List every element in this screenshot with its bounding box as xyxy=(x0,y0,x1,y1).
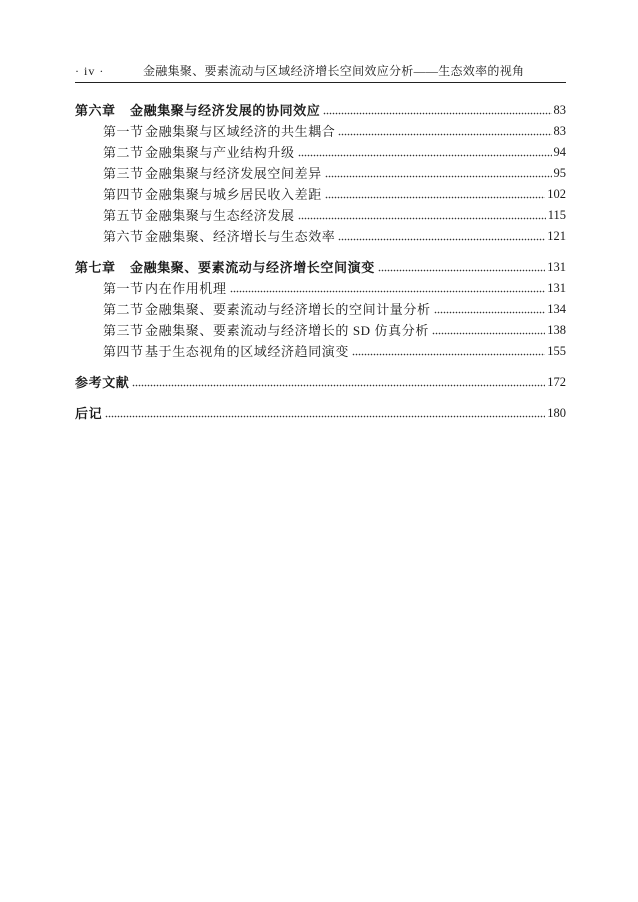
toc-section-row xyxy=(75,299,566,320)
dot-leader xyxy=(230,278,546,299)
section-label: 第三节 xyxy=(103,323,144,338)
dot-leader xyxy=(298,142,552,163)
section-label: 第三节 xyxy=(103,166,144,181)
section-label: 第六节 xyxy=(103,229,144,244)
section-label: 第四节 xyxy=(103,344,144,359)
page-number: 83 xyxy=(553,124,566,138)
section-label: 第五节 xyxy=(103,208,144,223)
toc-section-row xyxy=(75,163,566,184)
page-number: 131 xyxy=(547,281,566,295)
toc-section-row xyxy=(75,278,566,299)
toc-chapter-group xyxy=(75,257,566,362)
toc-section-row xyxy=(75,142,566,163)
dot-leader xyxy=(325,163,552,184)
page-number: 131 xyxy=(547,260,566,274)
section-title: 金融集聚与经济发展空间差异 xyxy=(145,166,322,181)
chapter-label: 第七章 xyxy=(75,260,116,275)
chapter-title: 金融集聚、要素流动与经济增长空间演变 xyxy=(130,260,375,275)
page-number: 172 xyxy=(547,375,566,389)
dot-leader xyxy=(378,257,545,278)
page-number: 155 xyxy=(547,344,566,358)
toc-section-row xyxy=(75,341,566,362)
page-number: 138 xyxy=(547,323,566,337)
running-header xyxy=(75,62,566,83)
section-title: 内在作用机理 xyxy=(145,281,227,296)
table-of-contents xyxy=(75,100,566,424)
references-title: 参考文献 xyxy=(75,375,130,390)
dot-leader xyxy=(338,226,545,247)
toc-references-row xyxy=(75,372,566,393)
toc-chapter-row xyxy=(75,257,566,278)
section-title: 金融集聚、要素流动与经济增长的 SD 仿真分析 xyxy=(145,323,429,338)
page-number: 102 xyxy=(547,187,566,201)
dot-leader xyxy=(432,320,545,341)
running-book-title: 金融集聚、要素流动与区域经济增长空间效应分析——生态效率的视角 xyxy=(143,64,525,78)
toc-back-matter-group xyxy=(75,403,566,424)
page-number: 121 xyxy=(547,229,566,243)
chapter-label: 第六章 xyxy=(75,103,116,118)
dot-leader xyxy=(298,205,546,226)
toc-section-row xyxy=(75,121,566,142)
page-number: 134 xyxy=(547,302,566,316)
section-label: 第二节 xyxy=(103,302,144,317)
dot-leader xyxy=(325,184,545,205)
page-number: 115 xyxy=(547,208,566,222)
section-title: 金融集聚与产业结构升级 xyxy=(145,145,295,160)
section-label: 第四节 xyxy=(103,187,144,202)
toc-back-matter-group xyxy=(75,372,566,393)
toc-section-row xyxy=(75,320,566,341)
section-label: 第一节 xyxy=(103,124,144,139)
dot-leader xyxy=(105,403,545,424)
section-title: 金融集聚、要素流动与经济增长的空间计量分析 xyxy=(145,302,431,317)
chapter-title: 金融集聚与经济发展的协同效应 xyxy=(130,103,321,118)
section-label: 第二节 xyxy=(103,145,144,160)
toc-section-row xyxy=(75,226,566,247)
toc-chapter-group xyxy=(75,100,566,247)
section-label: 第一节 xyxy=(103,281,144,296)
section-title: 金融集聚、经济增长与生态效率 xyxy=(145,229,336,244)
dot-leader xyxy=(323,100,551,121)
toc-section-row xyxy=(75,205,566,226)
dot-leader xyxy=(352,341,545,362)
page-number: 95 xyxy=(553,166,566,180)
toc-section-row xyxy=(75,184,566,205)
section-title: 基于生态视角的区域经济趋同演变 xyxy=(145,344,350,359)
page-number: 83 xyxy=(553,103,566,117)
page-number: 94 xyxy=(553,145,566,159)
toc-chapter-row xyxy=(75,100,566,121)
dot-leader xyxy=(434,299,546,320)
toc-postscript-row xyxy=(75,403,566,424)
section-title: 金融集聚与区域经济的共生耦合 xyxy=(145,124,336,139)
postscript-title: 后记 xyxy=(75,406,103,421)
section-title: 金融集聚与生态经济发展 xyxy=(145,208,295,223)
dot-leader xyxy=(132,372,545,393)
page-number: 180 xyxy=(547,406,566,420)
page-folio: · iv · xyxy=(75,64,105,78)
section-title: 金融集聚与城乡居民收入差距 xyxy=(145,187,322,202)
dot-leader xyxy=(338,121,551,142)
